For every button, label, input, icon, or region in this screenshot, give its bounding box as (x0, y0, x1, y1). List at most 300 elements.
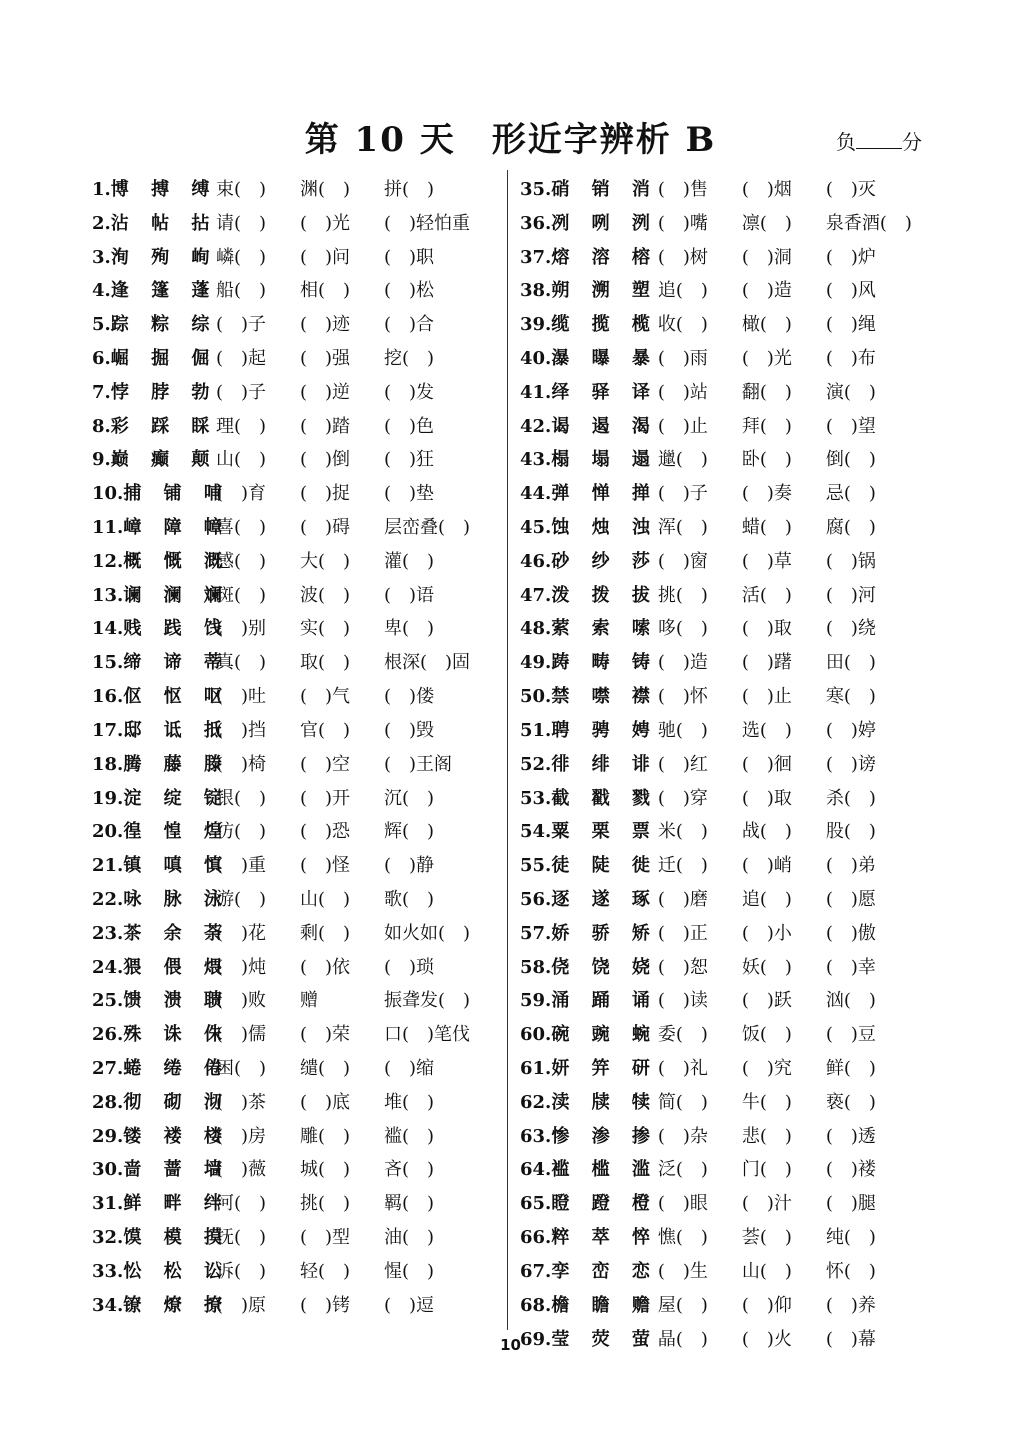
exercise-row (92, 374, 468, 408)
exercise-characters: 彩 踩 睬 (110, 415, 218, 437)
fill-blank-item[interactable]: ( )徊 (741, 753, 792, 775)
fill-blank-item[interactable]: ( )跃 (741, 990, 792, 1012)
exercise-row (520, 509, 910, 543)
fill-blank-item[interactable]: ( )褛 (825, 1159, 876, 1181)
exercise-head (92, 445, 216, 471)
exercise-head (520, 310, 658, 336)
fill-blank-item[interactable]: 根深( )固 (384, 652, 471, 674)
fill-blank-item[interactable]: ( )眼 (657, 1193, 708, 1215)
fill-blank-item[interactable]: ( )奏 (741, 483, 792, 505)
fill-blank-item[interactable]: ( )起 (216, 347, 267, 369)
exercise-number: 39. (520, 314, 552, 336)
exercise-row (520, 475, 910, 509)
exercise-number: 45. (520, 517, 552, 539)
fill-blank-item[interactable]: ( )汁 (741, 1193, 792, 1215)
fill-blank-item[interactable]: ( )轻怕重 (384, 212, 471, 234)
fill-blank-item[interactable]: 浑( ) (657, 517, 708, 539)
fill-blank-item[interactable]: ( )造 (657, 652, 708, 674)
fill-blank-item[interactable]: 请( ) (216, 212, 267, 234)
fill-blank-item[interactable]: ( )究 (741, 1058, 792, 1080)
fill-blank-item[interactable]: 如火如( ) (384, 922, 471, 944)
exercise-characters: 邸 诋 抵 (123, 719, 230, 741)
fill-blank-item[interactable]: ( )狂 (384, 449, 435, 471)
fill-blank-item[interactable]: 抚( ) (216, 1227, 267, 1249)
exercise-row (520, 915, 910, 949)
fill-blank-item[interactable]: 山( ) (741, 1260, 792, 1282)
exercise-head (520, 1122, 658, 1148)
fill-blank-item[interactable]: 油( ) (384, 1227, 435, 1249)
fill-blank-item[interactable]: ( )生 (657, 1260, 708, 1282)
fill-blank-item[interactable]: ( )开 (300, 787, 351, 809)
exercise-characters: 忪 松 讼 (123, 1260, 230, 1282)
fill-blank-item[interactable]: 驰( ) (657, 719, 708, 741)
fill-blank-item[interactable]: ( )止 (657, 415, 708, 437)
fill-blank-item[interactable]: ( )空 (300, 753, 351, 775)
fill-blank-item[interactable]: ( )薇 (216, 1159, 267, 1181)
fill-blank-item[interactable]: 腐( ) (825, 517, 876, 539)
fill-blank-item[interactable]: ( )子 (216, 314, 267, 336)
exercise-row (92, 644, 471, 678)
fill-blank-item[interactable]: ( )树 (657, 246, 708, 268)
fill-blank-item[interactable]: 山( ) (216, 449, 267, 471)
fill-blank-item[interactable]: 吝( ) (384, 1159, 435, 1181)
fill-blank-item[interactable]: ( )小 (741, 922, 792, 944)
fill-blank-item[interactable]: 真( ) (216, 652, 267, 674)
fill-blank-item[interactable]: 挑( ) (300, 1193, 351, 1215)
fill-blank-item[interactable]: 倒( ) (825, 449, 876, 471)
fill-blank-item[interactable]: ( )合 (384, 314, 435, 336)
fill-blank-item[interactable]: 渊( ) (300, 178, 351, 200)
fill-blank-item[interactable]: 彷( ) (216, 821, 267, 843)
fill-blank-item[interactable]: ( )茶 (216, 1091, 267, 1113)
fill-blank-item[interactable]: ( )取 (741, 787, 792, 809)
fill-blank-item[interactable]: ( )椅 (216, 753, 267, 775)
fill-blank-item[interactable]: 晶( ) (657, 1328, 708, 1350)
fill-blank-item[interactable]: ( )原 (216, 1294, 267, 1316)
fill-blank-item[interactable]: ( )造 (741, 280, 792, 302)
exercise-characters: 渎 牍 犊 (551, 1091, 658, 1113)
fill-blank-item[interactable]: 追( ) (657, 280, 708, 302)
exercise-head (92, 513, 230, 539)
fill-blank-item[interactable]: 泉香酒( ) (825, 212, 912, 234)
exercise-head (92, 1291, 230, 1317)
fill-blank-item[interactable]: ( )败 (216, 990, 267, 1012)
fill-blank-item[interactable]: 演( ) (825, 381, 876, 403)
fill-blank-item[interactable]: ( )养 (825, 1294, 876, 1316)
exercise-number: 33. (92, 1260, 124, 1282)
fill-blank-item[interactable]: ( )透 (825, 1125, 876, 1147)
fill-blank-item[interactable]: 追( ) (741, 888, 792, 910)
fill-blank-item[interactable]: 振聋发( ) (384, 990, 471, 1012)
fill-blank-item[interactable]: ( )毁 (384, 719, 435, 741)
fill-blank-item[interactable]: ( )锅 (825, 550, 876, 572)
exercise-row (92, 881, 468, 915)
fill-blank-item[interactable]: 凛( ) (741, 212, 792, 234)
exercise-head (92, 1020, 230, 1046)
exercise-head (520, 445, 658, 471)
fill-blank-item[interactable]: 堆( ) (384, 1091, 435, 1113)
fill-blank-item[interactable]: 怀( ) (825, 1260, 876, 1282)
exercise-characters: 啬 蔷 墙 (123, 1159, 230, 1181)
fill-blank-item[interactable]: 嶙( ) (216, 246, 267, 268)
fill-blank-item[interactable]: 股( ) (825, 821, 876, 843)
fill-blank-item[interactable]: ( )型 (300, 1227, 351, 1249)
fill-blank-item[interactable]: ( )婷 (825, 719, 876, 741)
fill-blank-item[interactable]: 银( ) (216, 787, 267, 809)
fill-blank-item[interactable]: 官( ) (300, 719, 351, 741)
fill-blank-item[interactable]: ( )碍 (300, 517, 351, 539)
exercise-number: 59. (520, 990, 552, 1012)
exercise-characters: 截 戳 戮 (551, 787, 658, 809)
exercise-row (92, 746, 468, 780)
fill-blank-item[interactable]: ( )儒 (216, 1024, 267, 1046)
fill-blank-item[interactable]: ( )依 (300, 956, 351, 978)
fill-blank-item[interactable]: ( )琐 (384, 956, 435, 978)
fill-blank-item[interactable]: ( )偻 (384, 686, 435, 708)
exercise-characters: 缔 谛 蒂 (123, 652, 230, 674)
fill-blank-item[interactable]: 羁( ) (384, 1193, 435, 1215)
fill-blank-item[interactable]: 憔( ) (657, 1227, 708, 1249)
exercise-row (520, 239, 910, 273)
exercise-characters: 粟 栗 票 (551, 821, 658, 843)
exercise-head (520, 919, 658, 945)
fill-blank-item[interactable]: 诉( ) (216, 1260, 267, 1282)
fill-blank-item[interactable]: ( )缩 (384, 1058, 435, 1080)
fill-blank-item[interactable]: ( )静 (384, 855, 435, 877)
fill-blank-item[interactable]: ( )怪 (300, 855, 351, 877)
exercise-head (520, 885, 658, 911)
fill-blank-item[interactable]: 门( ) (741, 1159, 792, 1181)
fill-blank-item[interactable]: ( )幸 (825, 956, 876, 978)
fill-blank-item[interactable]: 牛( ) (741, 1091, 792, 1113)
fill-blank-item[interactable]: ( )恐 (300, 821, 351, 843)
exercise-head (520, 479, 658, 505)
fill-blank-item[interactable]: ( )职 (384, 246, 435, 268)
exercise-head (92, 344, 216, 370)
fill-blank-item[interactable]: ( )烟 (741, 178, 792, 200)
exercise-row (520, 1185, 910, 1219)
fill-blank-item[interactable]: ( )磨 (657, 888, 708, 910)
fill-blank-item[interactable]: ( )炖 (216, 956, 267, 978)
exercise-number: 6. (92, 347, 111, 369)
fill-blank-item[interactable]: ( )躇 (741, 652, 792, 674)
exercise-row (520, 442, 910, 476)
fill-blank-item[interactable]: 拼( ) (384, 178, 435, 200)
exercise-row (92, 543, 468, 577)
exercise-row (520, 1084, 910, 1118)
fill-blank-item[interactable]: 剩( ) (300, 922, 351, 944)
exercise-number: 28. (92, 1091, 124, 1113)
fill-blank-item[interactable]: 饭( ) (741, 1024, 792, 1046)
fill-blank-item[interactable]: ( )正 (657, 922, 708, 944)
fill-blank-item[interactable]: ( )踏 (300, 415, 351, 437)
exercise-number: 52. (520, 753, 552, 775)
fill-blank-item[interactable]: ( )望 (825, 415, 876, 437)
fill-blank-item[interactable]: 卑( ) (384, 618, 435, 640)
fill-blank-item[interactable]: ( )红 (657, 753, 708, 775)
exercise-number: 49. (520, 652, 552, 674)
fill-blank-item[interactable]: 简( ) (657, 1091, 708, 1113)
fill-blank-item[interactable]: 田( ) (825, 652, 876, 674)
exercise-head (92, 1257, 230, 1283)
exercise-number: 16. (92, 686, 124, 708)
fill-blank-item[interactable]: ( )取 (741, 618, 792, 640)
exercise-row (520, 983, 910, 1017)
fill-blank-item[interactable]: ( )窗 (657, 550, 708, 572)
fill-blank-item[interactable]: ( )弟 (825, 855, 876, 877)
exercise-row (520, 712, 910, 746)
exercise-number: 1. (92, 178, 111, 200)
fill-blank-item[interactable]: ( )迹 (300, 314, 351, 336)
exercise-characters: 侥 饶 娆 (551, 956, 658, 978)
fill-blank-item[interactable]: 活( ) (741, 584, 792, 606)
fill-blank-item[interactable]: 斑( ) (216, 584, 267, 606)
fill-blank-item[interactable]: ( )河 (825, 584, 876, 606)
fill-blank-item[interactable]: ( )穿 (657, 787, 708, 809)
exercise-characters: 萦 索 嗦 (551, 618, 658, 640)
fill-blank-item[interactable]: ( )铐 (300, 1294, 351, 1316)
exercise-row (92, 1050, 468, 1084)
exercise-row (520, 1152, 910, 1186)
exercise-characters: 冽 咧 洌 (551, 212, 658, 234)
fill-blank-item[interactable]: 赠 (300, 990, 318, 1012)
fill-blank-item[interactable]: ( )恕 (657, 956, 708, 978)
exercise-row (520, 1118, 910, 1152)
fill-blank-item[interactable]: ( )松 (384, 280, 435, 302)
fill-blank-item[interactable]: ( )光 (300, 212, 351, 234)
exercise-characters: 莹 荧 萤 (551, 1328, 658, 1350)
fill-blank-item[interactable]: ( )腿 (825, 1193, 876, 1215)
exercise-number: 61. (520, 1058, 552, 1080)
fill-blank-item[interactable]: 杀( ) (825, 787, 876, 809)
fill-blank-item[interactable]: ( )怀 (657, 686, 708, 708)
fill-blank-item[interactable]: 选( ) (741, 719, 792, 741)
fill-blank-item[interactable]: ( )倒 (300, 449, 351, 471)
fill-blank-item[interactable]: ( )强 (300, 347, 351, 369)
exercise-head (92, 750, 230, 776)
fill-blank-item[interactable]: ( )气 (300, 686, 351, 708)
fill-blank-item[interactable]: ( )炉 (825, 246, 876, 268)
exercise-number: 53. (520, 787, 552, 809)
exercise-row (92, 1287, 468, 1321)
fill-blank-item[interactable]: 米( ) (657, 821, 708, 843)
fill-blank-item[interactable]: 蜡( ) (741, 517, 792, 539)
fill-blank-item[interactable]: 山( ) (300, 888, 351, 910)
fill-blank-item[interactable]: ( )峭 (741, 855, 792, 877)
exercise-row (92, 340, 468, 374)
exercise-head (520, 344, 658, 370)
fill-blank-item[interactable]: 束( ) (216, 178, 267, 200)
fill-blank-item[interactable]: ( )逆 (300, 381, 351, 403)
exercise-number: 55. (520, 855, 552, 877)
fill-blank-item[interactable]: 感( ) (216, 550, 267, 572)
fill-blank-item[interactable]: 喜( ) (216, 517, 267, 539)
fill-blank-item[interactable]: 波( ) (300, 584, 351, 606)
fill-blank-item[interactable]: ( )布 (825, 347, 876, 369)
fill-blank-item[interactable]: 缱( ) (300, 1058, 351, 1080)
fill-blank-item[interactable]: ( )问 (300, 246, 351, 268)
fill-blank-item[interactable]: ( )豆 (825, 1024, 876, 1046)
exercise-number: 46. (520, 550, 552, 572)
fill-blank-item[interactable]: ( )底 (300, 1091, 351, 1113)
fill-blank-item[interactable]: ( )止 (741, 686, 792, 708)
fill-blank-item[interactable]: ( )王阁 (384, 753, 453, 775)
fill-blank-item[interactable]: 实( ) (300, 618, 351, 640)
fill-blank-item[interactable]: ( )捉 (300, 483, 351, 505)
fill-blank-item[interactable]: 惺( ) (384, 1260, 435, 1282)
fill-blank-item[interactable]: ( )站 (657, 381, 708, 403)
exercise-head (520, 243, 658, 269)
fill-blank-item[interactable]: 卧( ) (741, 449, 792, 471)
fill-blank-item[interactable]: 寒( ) (825, 686, 876, 708)
fill-blank-item[interactable]: ( )重 (216, 855, 267, 877)
fill-blank-item[interactable]: 邋( ) (657, 449, 708, 471)
exercise-row (520, 780, 910, 814)
fill-blank-item[interactable]: 汹( ) (825, 990, 876, 1012)
fill-blank-item[interactable]: 河( ) (216, 1193, 267, 1215)
fill-blank-item[interactable]: ( )灭 (825, 178, 876, 200)
fill-blank-item[interactable]: ( )绕 (825, 618, 876, 640)
fill-blank-item[interactable]: 歌( ) (384, 888, 435, 910)
fill-blank-item[interactable]: ( )傲 (825, 922, 876, 944)
fill-blank-item[interactable]: 层峦叠( ) (384, 517, 471, 539)
fill-blank-item[interactable]: 屋( ) (657, 1294, 708, 1316)
fill-blank-item[interactable]: 悲( ) (741, 1125, 792, 1147)
exercise-row (92, 1084, 468, 1118)
fill-blank-item[interactable]: 橄( ) (741, 314, 792, 336)
exercise-number: 50. (520, 686, 552, 708)
fill-blank-item[interactable]: 相( ) (300, 280, 351, 302)
exercise-characters: 熔 溶 榕 (551, 246, 658, 268)
exercise-number: 41. (520, 381, 552, 403)
exercise-number: 65. (520, 1193, 552, 1215)
fill-blank-item[interactable]: ( )逗 (384, 1294, 435, 1316)
fill-blank-item[interactable]: 迁( ) (657, 855, 708, 877)
fill-blank-item[interactable]: 忌( ) (825, 483, 876, 505)
fill-blank-item[interactable]: 收( ) (657, 314, 708, 336)
fill-blank-item[interactable]: ( )谤 (825, 753, 876, 775)
exercise-number: 66. (520, 1227, 552, 1249)
fill-blank-item[interactable]: 褴( ) (384, 1125, 435, 1147)
fill-blank-item[interactable]: 船( ) (216, 280, 267, 302)
fill-blank-item[interactable]: ( )读 (657, 990, 708, 1012)
fill-blank-item[interactable]: ( )色 (384, 415, 435, 437)
exercise-characters: 徘 绯 诽 (551, 753, 658, 775)
fill-blank-item[interactable]: 轻( ) (300, 1260, 351, 1282)
fill-blank-item[interactable]: ( )子 (216, 381, 267, 403)
fill-blank-item[interactable]: 挖( ) (384, 347, 435, 369)
fill-blank-item[interactable]: ( )嘴 (657, 212, 708, 234)
exercise-row (92, 1118, 468, 1152)
fill-blank-item[interactable]: ( )光 (741, 347, 792, 369)
exercise-head (520, 209, 658, 235)
exercise-number: 7. (92, 381, 111, 403)
exercise-number: 4. (92, 280, 111, 302)
fill-blank-item[interactable]: ( )愿 (825, 888, 876, 910)
exercise-head (92, 1054, 230, 1080)
fill-blank-item[interactable]: 妖( ) (741, 956, 792, 978)
exercise-characters: 涌 踊 诵 (551, 990, 658, 1012)
fill-blank-item[interactable]: 灌( ) (384, 550, 435, 572)
exercise-number: 15. (92, 652, 124, 674)
fill-blank-item[interactable]: 翻( ) (741, 381, 792, 403)
fill-blank-item[interactable]: 困( ) (216, 1058, 267, 1080)
fill-blank-item[interactable]: ( )别 (216, 618, 267, 640)
fill-blank-item[interactable]: 游( ) (216, 888, 267, 910)
fill-blank-item[interactable]: ( )房 (216, 1125, 267, 1147)
exercise-characters: 茶 余 荼 (123, 922, 230, 944)
fill-blank-item[interactable]: 亵( ) (825, 1091, 876, 1113)
fill-blank-item[interactable]: ( )草 (741, 550, 792, 572)
fill-blank-item[interactable]: 城( ) (300, 1159, 351, 1181)
fill-blank-item[interactable]: ( )杂 (657, 1125, 708, 1147)
fill-blank-item[interactable]: 取( ) (300, 652, 351, 674)
score-blank[interactable] (856, 128, 902, 149)
fill-blank-item[interactable]: 泛( ) (657, 1159, 708, 1181)
fill-blank-item[interactable]: ( )育 (216, 483, 267, 505)
fill-blank-item[interactable]: ( )火 (741, 1328, 792, 1350)
exercise-row (92, 272, 468, 306)
fill-blank-item[interactable]: ( )吐 (216, 686, 267, 708)
fill-blank-item[interactable]: 雕( ) (300, 1125, 351, 1147)
fill-blank-item[interactable]: 哆( ) (657, 618, 708, 640)
fill-blank-item[interactable]: ( )雨 (657, 347, 708, 369)
fill-blank-item[interactable]: ( )子 (657, 483, 708, 505)
exercise-number: 48. (520, 618, 552, 640)
exercise-row (520, 678, 910, 712)
fill-blank-item[interactable]: ( )礼 (657, 1058, 708, 1080)
exercise-number: 42. (520, 415, 552, 437)
fill-blank-item[interactable]: 鲜( ) (825, 1058, 876, 1080)
fill-blank-item[interactable]: 口( )笔伐 (384, 1024, 471, 1046)
fill-blank-item[interactable]: ( )绳 (825, 314, 876, 336)
fill-blank-item[interactable]: ( )售 (657, 178, 708, 200)
exercise-head (92, 885, 230, 911)
exercise-row (92, 1152, 468, 1186)
fill-blank-item[interactable]: 荟( ) (741, 1227, 792, 1249)
fill-blank-item[interactable]: ( )垫 (384, 483, 435, 505)
exercise-head (520, 784, 658, 810)
fill-blank-item[interactable]: 辉( ) (384, 821, 435, 843)
exercise-number: 5. (92, 314, 111, 336)
fill-blank-item[interactable]: ( )幕 (825, 1328, 876, 1350)
fill-blank-item[interactable]: 沉( ) (384, 787, 435, 809)
exercise-number: 11. (92, 517, 124, 539)
exercise-characters: 徨 惶 煌 (123, 821, 230, 843)
fill-blank-item[interactable]: 挑( ) (657, 584, 708, 606)
fill-blank-item[interactable]: 纯( ) (825, 1227, 876, 1249)
fill-blank-item[interactable]: 拜( ) (741, 415, 792, 437)
fill-blank-item[interactable]: ( )语 (384, 584, 435, 606)
fill-blank-item[interactable]: ( )荣 (300, 1024, 351, 1046)
exercise-head (92, 919, 230, 945)
fill-blank-item[interactable]: ( )风 (825, 280, 876, 302)
fill-blank-item[interactable]: 大( ) (300, 550, 351, 572)
fill-blank-item[interactable]: ( )发 (384, 381, 435, 403)
fill-blank-item[interactable]: ( )花 (216, 922, 267, 944)
fill-blank-item[interactable]: 委( ) (657, 1024, 708, 1046)
exercise-characters: 榻 塌 遢 (551, 449, 658, 471)
exercise-row (92, 577, 468, 611)
fill-blank-item[interactable]: 战( ) (741, 821, 792, 843)
fill-blank-item[interactable]: ( )仰 (741, 1294, 792, 1316)
exercise-head (520, 682, 658, 708)
fill-blank-item[interactable]: ( )洞 (741, 246, 792, 268)
exercise-number: 12. (92, 550, 124, 572)
fill-blank-item[interactable]: ( )挡 (216, 719, 267, 741)
exercise-characters: 蜷 绻 倦 (123, 1058, 230, 1080)
fill-blank-item[interactable]: 理( ) (216, 415, 267, 437)
